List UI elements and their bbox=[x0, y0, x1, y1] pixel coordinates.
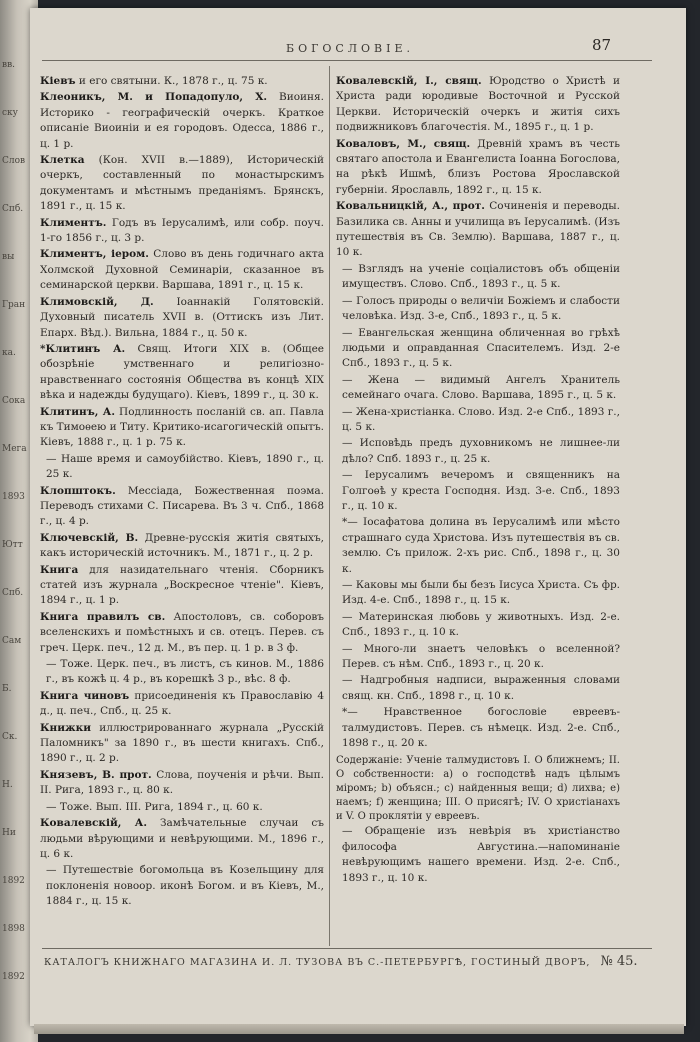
adjacent-page-fragment: Спб. bbox=[2, 204, 24, 214]
adjacent-page-fragment: 1893 bbox=[2, 492, 25, 502]
adjacent-page-fragment: Мега bbox=[2, 444, 27, 454]
entry-text: — Надгробныя надписи, выраженныя словами свящ. кн. Спб., 1898 г., ц. 10 к. bbox=[342, 674, 620, 702]
running-head: БОГОСЛОВІЕ. bbox=[286, 42, 414, 55]
adjacent-page-fragment: Сока bbox=[2, 396, 26, 406]
adjacent-page-fragment: Гран bbox=[2, 300, 26, 310]
entry-text: — Много-ли знаетъ человѣкъ о вселенной? Перев. съ нѣм. Спб., 1893 г., ц. 20 к. bbox=[342, 642, 620, 671]
entry-heading: Кіевъ bbox=[40, 75, 76, 87]
entry-text: — Исповѣдь предъ духовникомъ не лишнее-ли дѣло? Спб. 1893 г., ц. 25 к. bbox=[342, 437, 620, 465]
catalog-entry bbox=[40, 563, 324, 609]
catalog-entry bbox=[336, 74, 620, 136]
catalog-footer bbox=[44, 954, 650, 969]
entry-text: Замѣчательные случаи съ людьми вѣрующими и невѣрующими. М., 1896 г., ц. 6 к. bbox=[40, 817, 324, 860]
entry-heading: Климовскій, Д. bbox=[40, 295, 154, 308]
catalog-entry bbox=[40, 657, 324, 688]
catalog-entry bbox=[336, 705, 620, 751]
entry-heading: Климентъ. bbox=[40, 216, 107, 229]
entry-text: — Путешествіе богомольца въ Козельщину для поклоненія новоор. иконѣ Богом. и въ Кіевъ, М., 1884 г., ц. 15 к. bbox=[46, 864, 324, 908]
entry-text: — Голосъ природы о величіи Божіемъ и слабости человѣка. Изд. 3-е, Спб., 1893 г., ц. 5 к. bbox=[342, 294, 620, 323]
entry-heading: Клитинъ, А. bbox=[40, 405, 115, 418]
adjacent-page-fragment: Ютт bbox=[2, 540, 23, 550]
catalog-entry bbox=[40, 689, 324, 720]
catalog-entry bbox=[40, 153, 324, 215]
footer-rule bbox=[42, 948, 652, 949]
header-rule bbox=[42, 60, 652, 61]
entry-text: иллюстрированнаго журнала „Русскій Паломникъ" за 1890 г., въ шести книгахъ. Спб., 1890 г., ц. 2 р. bbox=[40, 721, 324, 765]
entry-text: Іоаннакій Голятовскій. Духовный писатель XVII в. (Оттискъ изъ Лит. Епарх. Вѣд.). Вильна, 1884 г., ц. 50 к. bbox=[40, 295, 324, 339]
adjacent-page-fragment: Н. bbox=[2, 780, 13, 790]
catalog-entry bbox=[40, 216, 324, 247]
entry-text: *— Нравственное богословіе евреевъ-талмудистовъ. Перев. съ нѣмецк. Изд. 2-е. Спб., 1898 г., ц. 20 к. bbox=[342, 706, 620, 750]
catalog-entry bbox=[336, 610, 620, 641]
column-divider bbox=[329, 66, 330, 946]
catalog-entry bbox=[336, 294, 620, 325]
catalog-entry bbox=[40, 610, 324, 656]
entry-text: Подлинность посланій св. ап. Павла къ Тимоѳею и Титу. Критико-исагогическій опытъ. Кіевъ, 1888 г., ц. 1 р. 75 к. bbox=[40, 405, 325, 449]
entry-text: Древній храмъ въ честь святаго апостола и Евангелиста Іоанна Богослова, на рѣкѣ Ишмѣ, близъ Ростова Ярославской губерніи. Ярославль, 1892 г., ц. 15 к. bbox=[336, 137, 620, 196]
entry-heading: Клопштокъ. bbox=[40, 484, 116, 497]
entry-text: — Евангельская женщина обличенная во грѣхѣ людьми и оправданная Спасителемъ. Изд. 2-е Спб., 1893 г., ц. 5 к. bbox=[342, 326, 620, 370]
entry-heading: Климентъ, іером. bbox=[40, 248, 149, 261]
entry-text: — Жена — видимый Ангелъ Хранитель семейнаго очага. Слово. Варшава, 1895 г., ц. 5 к. bbox=[342, 373, 620, 402]
catalog-entry bbox=[40, 800, 324, 815]
entry-heading: Книга bbox=[40, 563, 79, 576]
entry-heading: Книга правилъ св. bbox=[40, 610, 166, 623]
catalog-entry bbox=[40, 816, 324, 862]
catalog-entry bbox=[336, 373, 620, 404]
catalog-entry bbox=[40, 863, 324, 909]
entry-text: Сочиненія и переводы. Базилика св. Анны и училища въ Іерусалимѣ. (Изъ путешествія въ Св. Землю). Варшава, 1887 г., ц. 10 к. bbox=[336, 200, 620, 259]
right-entries bbox=[336, 74, 620, 751]
entry-text: Юродство о Христѣ и Христа ради юродивые Восточной и Русской Церкви. Историческій очеркъ и житія сихъ подвижниковъ благочестія. М., 1895 г., ц. 1 р. bbox=[336, 75, 620, 134]
catalog-entry bbox=[336, 578, 620, 609]
entry-heading: Книга чиновъ bbox=[40, 689, 130, 702]
entry-text: для назидательнаго чтенія. Сборникъ статей изъ журнала „Воскресное чтеніе". Кіевъ, 1894 г., ц. 1 р. bbox=[40, 563, 324, 607]
entry-text: Апостоловъ, св. соборовъ вселенскихъ и помѣстныхъ и св. отецъ. Перев. съ греч. Церк. печ., 12 д. М., въ пер. ц. 1 р. в 3 ф. bbox=[40, 610, 324, 654]
catalog-number: № 45. bbox=[600, 954, 638, 969]
catalog-entry bbox=[40, 74, 324, 89]
catalog-entry bbox=[40, 247, 324, 293]
entry-text: Слово въ день годичнаго акта Холмской Духовной Семинаріи, сказанное въ семинарской церкви. Варшава, 1891 г., ц. 15 к. bbox=[40, 248, 324, 292]
catalog-entry bbox=[40, 90, 324, 152]
catalog-entry bbox=[40, 768, 324, 799]
adjacent-page-fragment: Ни bbox=[2, 828, 16, 838]
entry-text: присоединенія къ Православію 4 д., ц. печ., Спб., ц. 25 к. bbox=[40, 689, 324, 718]
catalog-entry bbox=[40, 452, 324, 483]
entry-heading: Клеоникъ, М. и Попадопуло, Х. bbox=[40, 91, 268, 104]
entry-heading: Ключевскій, В. bbox=[40, 531, 139, 544]
adjacent-page-fragment: Б. bbox=[2, 684, 12, 694]
adjacent-page-fragment: Спб. bbox=[2, 588, 24, 598]
catalog-entry bbox=[336, 642, 620, 673]
catalog-entry bbox=[336, 199, 620, 261]
catalog-entry bbox=[336, 468, 620, 514]
after-note-entries bbox=[336, 824, 620, 886]
page-number: 87 bbox=[592, 36, 612, 54]
entry-heading: Ковальницкій, А., прот. bbox=[336, 200, 485, 213]
entry-text: Слова, поученія и рѣчи. Вып. II. Рига, 1893 г., ц. 80 к. bbox=[40, 768, 324, 797]
entry-text: Годъ въ Іерусалимѣ, или собр. поуч. 1-го 1856 г., ц. 3 р. bbox=[40, 216, 324, 245]
book-page bbox=[30, 8, 686, 1026]
contents-note: Содержаніе: Ученіе талмудистовъ I. О ближнемъ; II. О собственности: a) о господствѣ надъ цѣлымъ міромъ; b) объясн.; c) найденныя вещи; d) лихва; e) наемъ; f) женщина; III. О присягѣ; IV. О христіанахъ и V. О проклятіи у евреевъ. bbox=[336, 755, 620, 823]
catalog-entry bbox=[40, 721, 324, 767]
adjacent-page-fragment: вы bbox=[2, 252, 15, 262]
adjacent-page-fragment: 1892 bbox=[2, 876, 25, 886]
entry-text: — Наше время и самоубійство. Кіевъ, 1890 г., ц. 25 к. bbox=[46, 452, 324, 481]
catalog-entry bbox=[40, 405, 324, 451]
adjacent-page-fragment: вв. bbox=[2, 60, 15, 70]
adjacent-page-fragment: 1898 bbox=[2, 924, 25, 934]
entry-text: Мессіада, Божественная поэма. Переводъ стихами С. Писарева. Въ 3 ч. Спб., 1868 г., ц. 4 р. bbox=[40, 484, 324, 528]
entry-text: Древне-русскія житія святыхъ, какъ историческій источникъ. М., 1871 г., ц. 2 р. bbox=[40, 531, 325, 560]
catalog-entry bbox=[40, 295, 324, 341]
footer-text: КАТАЛОГЪ КНИЖНАГО МАГАЗИНА И. Л. ТУЗОВА ВЪ С.-ПЕТЕРБУРГѢ, ГОСТИНЫЙ ДВОРЪ, bbox=[44, 957, 591, 968]
entry-text: и его святыни. К., 1878 г., ц. 75 к. bbox=[78, 75, 268, 87]
entry-text: — Тоже. Церк. печ., въ листъ, съ кинов. М., 1886 г., въ кожѣ ц. 4 р., въ корешкѣ 3 р., вѣс. 8 ф. bbox=[46, 658, 324, 686]
page-bottom-edge bbox=[34, 1024, 684, 1034]
entry-text: *— Іосафатова долина въ Іерусалимѣ или мѣсто страшнаго суда Христова. Изъ путешествія въ св. землю. Съ прилож. 2-хъ рис. Спб., 1898 г., ц. 30 к. bbox=[342, 516, 620, 575]
entry-heading: Ковалевскій, А. bbox=[40, 817, 147, 830]
entry-heading: Князевъ, В. прот. bbox=[40, 768, 152, 781]
catalog-entry bbox=[336, 405, 620, 436]
entry-text: — Обращеніе изъ невѣрія въ христіанство философа Августина.—напоминаніе невѣрующимъ нашего времени. Изд. 2-е. Спб., 1893 г., ц. 10 к. bbox=[342, 825, 620, 884]
entry-heading: Книжки bbox=[40, 721, 91, 734]
catalog-entry bbox=[40, 342, 324, 404]
right-column bbox=[336, 74, 620, 887]
catalog-entry bbox=[336, 824, 620, 886]
entry-text: — Іерусалимъ вечеромъ и священникъ на Голгоѳѣ у креста Господня. Изд. 3-е. Спб., 1893 г., ц. 10 к. bbox=[342, 469, 620, 512]
catalog-entry bbox=[336, 436, 620, 467]
adjacent-page-fragment: ка. bbox=[2, 348, 16, 358]
catalog-entry bbox=[40, 484, 324, 530]
catalog-entry bbox=[336, 262, 620, 293]
adjacent-page-fragment: ску bbox=[2, 108, 18, 118]
adjacent-page-fragment: Слов bbox=[2, 156, 26, 166]
adjacent-page-fragment: Ск. bbox=[2, 732, 18, 742]
entry-heading: Коваловъ, М., свящ. bbox=[336, 137, 471, 150]
adjacent-page-fragment: Сам bbox=[2, 636, 22, 646]
entry-text: — Каковы мы были бы безъ Іисуса Христа. Съ фр. Изд. 4-е. Спб., 1898 г., ц. 15 к. bbox=[342, 579, 620, 607]
entry-heading: *Клитинъ А. bbox=[40, 342, 126, 355]
entry-text: — Взглядъ на ученіе соціалистовъ объ общеніи имуществъ. Слово. Спб., 1893 г., ц. 5 к. bbox=[342, 262, 620, 291]
catalog-entry bbox=[336, 673, 620, 704]
catalog-entry bbox=[336, 326, 620, 372]
entry-text: (Кон. XVII в.—1889), Историческій очеркъ, составленный по монастырскимъ документамъ и мѣстнымъ преданіямъ. Брянскъ, 1891 г., ц. 15 к. bbox=[40, 154, 324, 213]
entry-text: Виоиня. Историко - географическій очеркъ. Краткое описаніе Виоиніи и ея городовъ. Одесса, 1886 г., ц. 1 р. bbox=[40, 91, 324, 150]
left-column bbox=[40, 74, 324, 911]
entry-text: Свящ. Итоги XIX в. (Общее обозрѣніе умственнаго и религіозно-нравственнаго состоянія Общества въ концѣ XIX вѣка и надежды будущаго). Кіевъ, 1899 г., ц. 30 к. bbox=[40, 342, 324, 402]
entry-text: — Тоже. Вып. III. Рига, 1894 г., ц. 60 к. bbox=[46, 800, 263, 813]
adjacent-page-fragment: 1892 bbox=[2, 972, 25, 982]
catalog-entry bbox=[336, 137, 620, 199]
entry-heading: Клетка bbox=[40, 154, 85, 167]
catalog-entry bbox=[40, 531, 324, 562]
entry-text: — Жена-христіанка. Слово. Изд. 2-е Спб., 1893 г., ц. 5 к. bbox=[342, 405, 620, 433]
entry-text: — Материнская любовь у животныхъ. Изд. 2-е. Спб., 1893 г., ц. 10 к. bbox=[342, 610, 620, 639]
catalog-entry bbox=[336, 515, 620, 577]
entry-heading: Ковалевскій, І., свящ. bbox=[336, 75, 482, 87]
